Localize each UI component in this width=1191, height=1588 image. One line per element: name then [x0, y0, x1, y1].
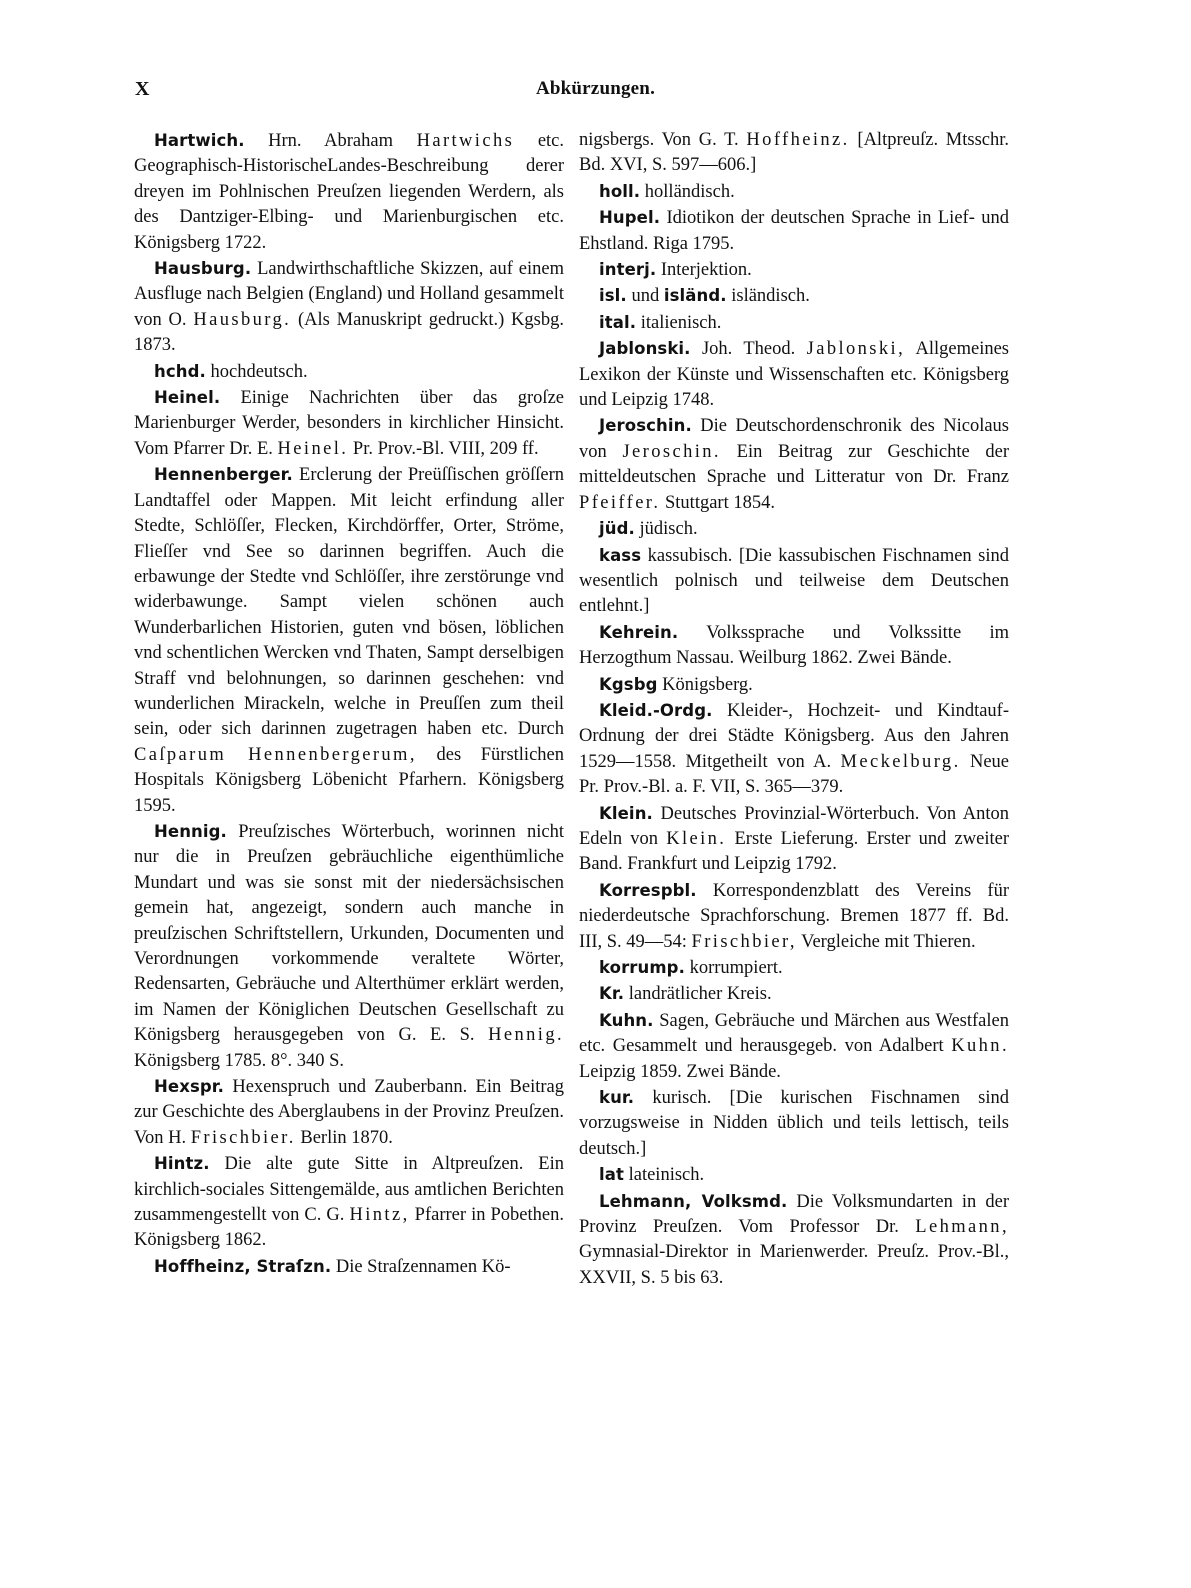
abbreviation-entry: [579, 672, 1009, 698]
abbreviation-term: Kuhn.: [599, 1010, 654, 1030]
spaced-author-name: Jablonski,: [806, 339, 906, 360]
entry-text: Volkssprache und Volkssitte im Herzogthum Nassau. Weilburg 1862. Zwei Bände.: [579, 622, 1009, 669]
entry-text: lateinisch.: [623, 1165, 705, 1186]
entry-text: Hexenspruch und Zauberbann. Ein Beitrag zur Geschichte des Aberglaubens in der Provinz Preuſzen. Von H.: [134, 1077, 564, 1148]
abbreviation-entry: [134, 819, 564, 1074]
spaced-author-name: Hennig.: [488, 1025, 564, 1046]
abbreviation-entry: [579, 128, 1009, 179]
entry-text: Die Straſzennamen Kö-: [331, 1256, 511, 1277]
abbreviation-entry: [134, 1074, 564, 1151]
entry-text: Ein Beitrag zur Geschichte der mitteldeutschen Sprache und Litteratur von Dr. Franz: [579, 441, 1009, 488]
entry-text: hochdeutsch.: [205, 361, 308, 382]
entry-text: nigsbergs. Von G. T.: [579, 130, 747, 150]
entry-text: Erclerung der Preüſſischen gröſſern Landtaffel oder Mappen. Mit leicht erfindung aller Stedte, Schlöſſer, Flecken, Kirchdörffer, Orter, Ströme, Flieſſer vnd See so darinnen begriffen. Auch die erbawunge der Stedte vnd Schlöſſer, ihre zerstörunge vnd widerbawunge. Sampt vielen schönen auch Wunderbarlichen Historien, guten vnd bösen, löblichen vnd schentlichen Wercken vnd Thaten, Sampt derselbigen Straff vnd belohnungen, so darinnen geschehen: vnd wunderlichen Mirackeln, welche in Preuſſen zum theil sein, oder sich darinnen zugetragen haben etc. Durch: [134, 465, 564, 740]
entry-text: Kleider-, Hochzeit- und Kindtauf-Ordnung der drei Städte Königsberg. Aus den Jahren 1529—1558. Mitgetheilt von A.: [579, 700, 1009, 772]
abbreviation-term: Kgsbg: [599, 674, 658, 694]
abbreviation-term: Klein.: [599, 803, 653, 823]
entry-text: Einige Nachrichten über das groſze Marienburger Werder, besonders in kirchlicher Hinsicht. Vom Pfarrer Dr. E.: [134, 388, 564, 459]
abbreviation-term: isl.: [599, 286, 627, 306]
abbreviation-entry: [579, 283, 1009, 309]
abbreviation-term: kass: [599, 545, 642, 565]
abbreviation-entry: [579, 336, 1009, 413]
entry-text: Vergleiche mit Thieren.: [796, 931, 976, 952]
entry-text: des Fürstlichen Hospitals Königsberg Löbenicht Pfarhern. Königsberg 1595.: [134, 744, 564, 816]
entry-text: und: [626, 286, 664, 307]
abbreviation-term: Hintz.: [154, 1154, 210, 1174]
entry-text: Neue Pr. Prov.-Bl. a. F. VII, S. 365—379.: [579, 751, 1009, 798]
abbreviation-term: Jeroschin.: [599, 416, 692, 436]
abbreviation-entry: [579, 1162, 1009, 1188]
abbreviation-entry: [579, 543, 1009, 620]
entry-text: Interjektion.: [656, 260, 752, 281]
running-header: [0, 78, 1191, 108]
entry-text: korrumpiert.: [684, 958, 783, 978]
abbreviation-entry: [134, 359, 564, 385]
entry-text: kassubisch. [Die kassubischen Fischnamen sind wesentlich polnisch und teilweise dem Deutschen entlehnt.]: [579, 545, 1009, 617]
abbreviation-entry: [579, 1085, 1009, 1162]
abbreviation-term: Heinel.: [154, 388, 221, 408]
abbreviation-term: kur.: [599, 1088, 635, 1108]
entry-text: Korrespondenzblatt des Vereins für niederdeutsche Sprachforschung. Bremen 1877 ff. Bd. III, S. 49—54:: [579, 880, 1009, 952]
entry-text: Die alte gute Sitte in Altpreuſzen. Ein kirchlich-sociales Sittengemälde, aus amtlichen Berichten zusammengestellt von C. G.: [134, 1154, 564, 1226]
entry-text: Die Deutschordenschronik des Nicolaus von: [579, 416, 1009, 462]
entry-text: Leipzig 1859. Zwei Bände.: [579, 1061, 781, 1082]
abbreviation-term: ital.: [599, 312, 637, 332]
page-title: Abkürzungen.: [535, 78, 656, 99]
abbreviation-entry: [134, 256, 564, 359]
abbreviation-term: Hartwich.: [154, 131, 245, 150]
entry-text: (Als Manuskript gedruckt.) Kgsbg. 1873.: [134, 309, 564, 356]
abbreviation-entry: [134, 128, 564, 256]
abbreviation-term: Hoffheinz, Straſzn.: [154, 1256, 332, 1276]
abbreviation-entry: [579, 1008, 1009, 1085]
entry-text: Sagen, Gebräuche und Märchen aus Westfalen etc. Gesammelt und herausgegeb. von Adalbert: [579, 1010, 1009, 1057]
spaced-author-name: Frischbier.: [190, 1127, 296, 1148]
entry-text: Allgemeines Lexikon der Künste und Wissenschaften etc. Königsberg und Leipzig 1748.: [579, 339, 1009, 411]
spaced-author-name: Hoffheinz.: [746, 130, 850, 150]
abbreviation-entry: [134, 1151, 564, 1254]
abbreviation-term: Lehmann, Volksmd.: [599, 1191, 788, 1211]
abbreviation-entry: [579, 310, 1009, 336]
entry-text: Deutsches Provinzial-Wörterbuch. Von Anton Edeln von: [579, 803, 1009, 849]
entry-text: Pfarrer in Pobethen. Königsberg 1862.: [134, 1205, 564, 1251]
abbreviation-term: holl.: [599, 181, 641, 201]
entry-text: etc. Geographisch-HistorischeLandes-Beschreibung derer dreyen im Pohlnischen Preuſzen liegenden Werdern, als des Dantziger-Elbing- und Marienburgischen etc. Königsberg 1722.: [134, 131, 565, 253]
abbreviation-entry: [579, 620, 1009, 672]
entry-text: Königsberg.: [657, 674, 753, 695]
entry-text: Preuſzisches Wörterbuch, worinnen nicht nur die in Preuſzen gebräuchliche eigenthümliche Mundart und was sie sonst mit der niedersächsischen gemein hat, angezeigt, sondern auch manche in preuſzischen Schriftstellern, Urkunden, Documenten und Verordnungen vorkommende veraltete Wörter, Redensarten, Gebräuche und Alterthümer erklärt werden, im Namen der Königlichen Deutschen Gesellschaft zu Königsberg herausgegeben von G. E. S.: [134, 821, 564, 1046]
abbreviation-term: Kleid.-Ordg.: [599, 700, 713, 720]
entry-text: italienisch.: [636, 312, 722, 333]
entry-text: isländ.: [663, 286, 727, 306]
page-number: X: [135, 78, 150, 100]
abbreviation-entry: [579, 698, 1009, 801]
abbreviation-entry: [579, 955, 1009, 981]
entry-text: Landwirthschaftliche Skizzen, auf einem Ausfluge nach Belgien (England) und Holland gesammelt von O.: [134, 259, 564, 330]
abbreviation-entry: [579, 981, 1009, 1007]
abbreviation-entry: [134, 385, 564, 462]
spaced-author-name: Frischbier,: [691, 931, 797, 952]
abbreviation-entry: [579, 801, 1009, 878]
entry-text: Pr. Prov.-Bl. VIII, 209 ff.: [348, 438, 539, 459]
abbreviation-entry: [579, 878, 1009, 955]
abbreviation-term: Hexspr.: [154, 1077, 225, 1097]
spaced-author-name: Heinel.: [277, 438, 349, 459]
spaced-author-name: Caſparum Hennenbergerum,: [134, 744, 417, 765]
entry-text: jüdisch.: [634, 519, 698, 540]
abbreviation-term: jüd.: [599, 519, 635, 539]
abbreviation-term: Hennenberger.: [154, 465, 293, 485]
abbreviation-entry: [579, 179, 1009, 205]
abbreviation-term: korrump.: [599, 958, 685, 977]
entry-text: Idiotikon der deutschen Sprache in Lief- und Ehstland. Riga 1795.: [579, 208, 1009, 254]
entry-text: Die Volksmundarten in der Provinz Preuſzen. Vom Professor Dr.: [579, 1191, 1009, 1238]
abbreviation-entry: [134, 462, 564, 819]
right-column: [579, 128, 1009, 1291]
entry-text: isländisch.: [726, 286, 810, 307]
entry-text: Erste Lieferung. Erster und zweiter Band. Frankfurt und Leipzig 1792.: [579, 828, 1009, 875]
abbreviation-entry: [579, 413, 1009, 516]
entry-text: Berlin 1870.: [295, 1127, 393, 1148]
abbreviation-entry: [579, 1189, 1009, 1292]
abbreviation-term: Kehrein.: [599, 622, 679, 642]
abbreviation-term: Kr.: [599, 984, 625, 1004]
entry-text: holländisch.: [640, 181, 735, 202]
abbreviation-entry: [579, 257, 1009, 283]
entry-text: Königsberg 1785. 8°. 340 S.: [134, 1050, 345, 1071]
spaced-author-name: Lehmann,: [915, 1217, 1009, 1238]
entry-text: [Altpreuſz. Mtsschr. Bd. XVI, S. 597—606.]: [579, 130, 1009, 176]
abbreviation-entry: [579, 205, 1009, 257]
spaced-author-name: Pfeiffer.: [579, 492, 661, 513]
abbreviation-term: Hennig.: [154, 821, 227, 841]
entry-text: Gymnasial-Direktor in Marienwerder. Preuſz. Prov.-Bl., XXVII, S. 5 bis 63.: [579, 1242, 1009, 1288]
entry-text: Stuttgart 1854.: [660, 492, 775, 513]
spaced-author-name: Klein.: [666, 828, 727, 849]
entry-text: Hrn. Abraham: [244, 131, 417, 151]
spaced-author-name: Meckelburg.: [840, 751, 961, 772]
spaced-author-name: Hintz,: [349, 1205, 410, 1226]
left-column: [134, 128, 564, 1280]
spaced-author-name: Hartwichs: [416, 131, 515, 151]
entry-text: Joh. Theod.: [690, 339, 807, 360]
entry-text: kurisch. [Die kurischen Fischnamen sind vorzugsweise in Nidden üblich und teils lettisch, teils deutsch.]: [579, 1088, 1009, 1159]
abbreviation-term: Korrespbl.: [599, 880, 697, 900]
abbreviation-term: lat: [599, 1165, 624, 1185]
abbreviation-entry: [134, 1254, 564, 1280]
abbreviation-entry: [579, 516, 1009, 542]
abbreviation-term: hchd.: [154, 361, 206, 381]
abbreviation-term: Hupel.: [599, 208, 661, 228]
abbreviation-term: Jablonski.: [599, 339, 691, 359]
spaced-author-name: Kuhn.: [951, 1036, 1009, 1057]
entry-text: landrätlicher Kreis.: [624, 984, 772, 1005]
abbreviation-term: Hausburg.: [154, 259, 252, 279]
abbreviation-term: interj.: [599, 260, 657, 280]
spaced-author-name: Hausburg.: [193, 309, 292, 330]
spaced-author-name: Jeroschin.: [622, 441, 721, 462]
